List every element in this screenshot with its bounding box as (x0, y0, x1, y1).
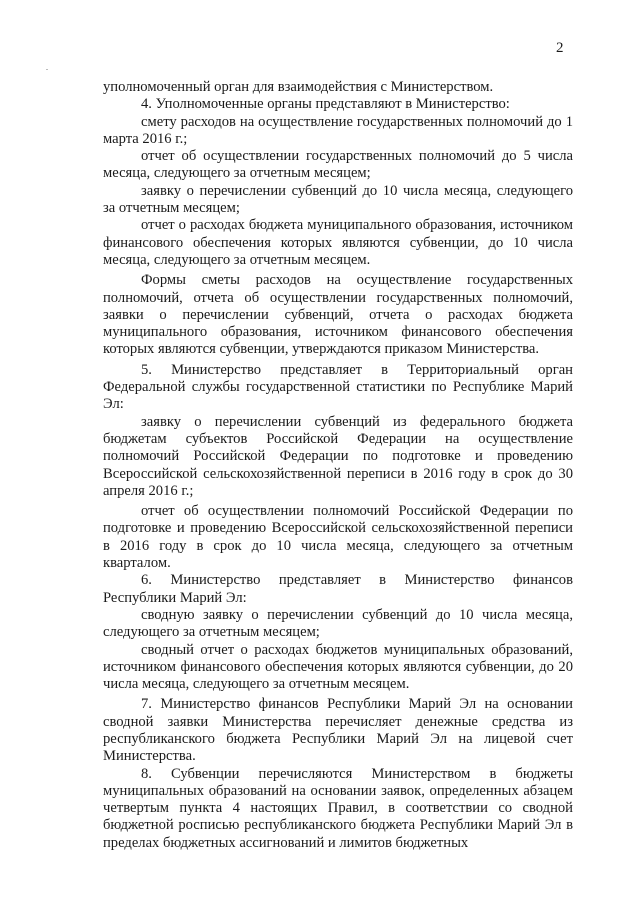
paragraph: отчет об осуществлении полномочий Российской Федерации по подготовке и проведению Всероссийской сельскохозяйственной переписи в 2016 году в срок до 10 числа месяца, следующего за отчетным кварталом. (103, 503, 573, 572)
paragraph: сводную заявку о перечислении субвенций до 10 числа месяца, следующего за отчетным месяцем; (103, 606, 573, 641)
paragraph: отчет об осуществлении государственных полномочий до 5 числа месяца, следующего за отчетным месяцем; (103, 148, 573, 182)
scan-speck (46, 69, 48, 70)
paragraph: 4. Уполномоченные органы представляют в Министерство: (141, 96, 510, 113)
paragraph: заявку о перечислении субвенций из федерального бюджета бюджетам субъектов Российской Федерации на осуществление полномочий Российской Федерации по подготовке и проведению Всероссийской сельскохозяйственной переписи в 2016 году в срок до 30 апреля 2016 г.; (103, 413, 573, 499)
paragraph: сводный отчет о расходах бюджетов муниципальных образований, источником финансового обеспечения которых являются субвенции, до 20 числа месяца, следующего за отчетным месяцем. (103, 641, 573, 693)
paragraph: отчет о расходах бюджета муниципального образования, источником финансового обеспечения которых являются субвенции, до 10 числа месяца, следующего за отчетным месяцем. (103, 217, 573, 268)
paragraph: уполномоченный орган для взаимодействия с Министерством. (103, 79, 494, 95)
paragraph: 5. Министерство представляет в Территориальный орган Федеральной службы государственной статистики по Республике Марий Эл: (103, 361, 573, 413)
page-number: 2 (556, 40, 564, 56)
paragraph: 7. Министерство финансов Республики Марий Эл на основании сводной заявки Министерства перечисляет денежные средства из республиканского бюджета Республики Марий Эл на лицевой счет Министерства. (103, 696, 573, 765)
paragraph: Формы сметы расходов на осуществление государственных полномочий, отчета об осуществлении государственных полномочий, заявки о перечислении субвенций, отчета о расходах бюджета муниципального образования, источником финансового обеспечения которых являются субвенции, утверждаются приказом Министерства. (103, 272, 573, 358)
paragraph: смету расходов на осуществление государственных полномочий до 1 марта 2016 г.; (103, 113, 573, 147)
paragraph: 6. Министерство представляет в Министерство финансов Республики Марий Эл: (103, 572, 573, 606)
paragraph: заявку о перечислении субвенций до 10 числа месяца, следующего за отчетным месяцем; (103, 182, 573, 217)
document-body (103, 79, 573, 852)
paragraph: 8. Субвенции перечисляются Министерством в бюджеты муниципальных образований на основании заявок, определенных абзацем четвертым пункта 4 настоящих Правил, в соответствии со сводной бюджетной росписью республиканского бюджета Республики Марий Эл в пределах бюджетных ассигнований и лимитов бюджетных (103, 765, 573, 851)
